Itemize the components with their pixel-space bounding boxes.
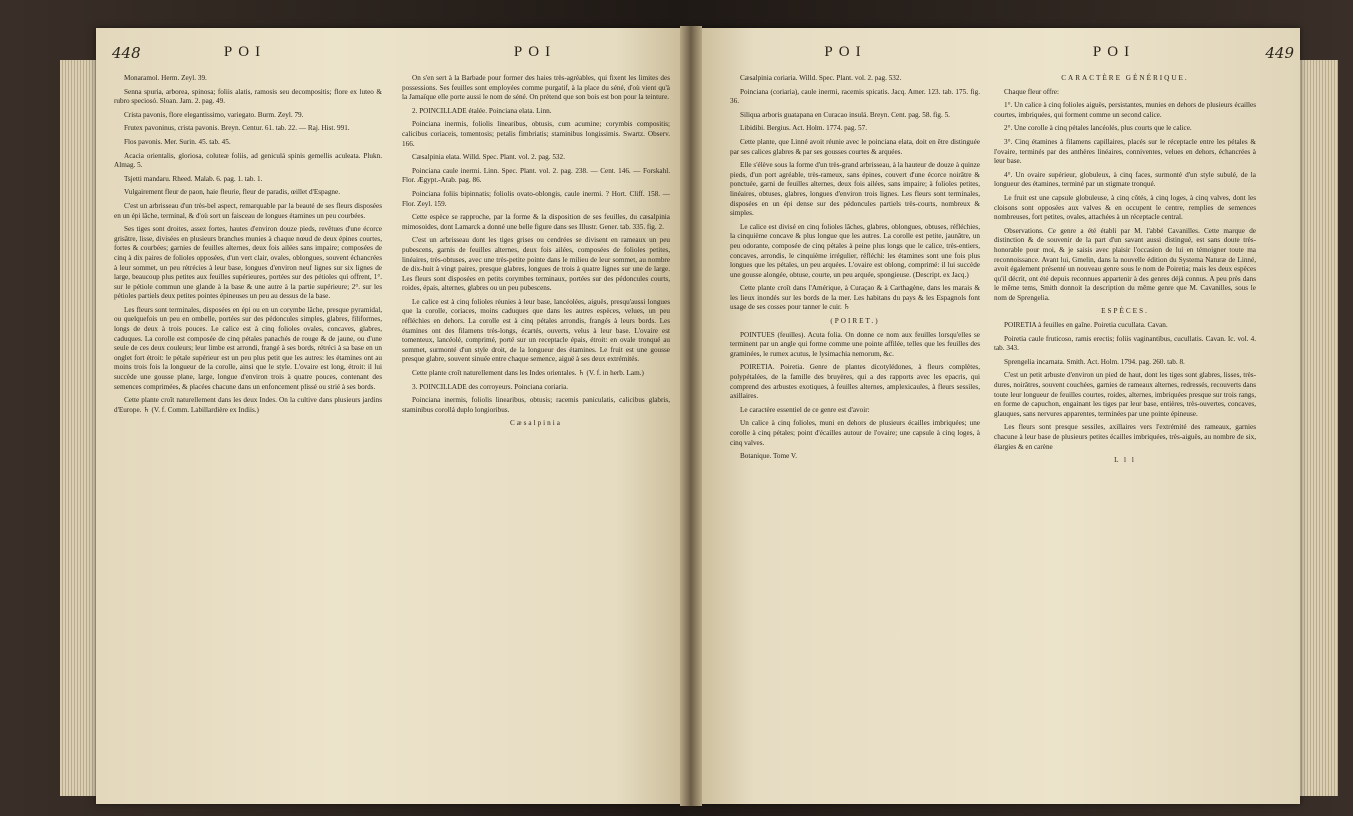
paragraph: 1°. Un calice à cinq folioles aiguës, persistantes, munies en dehors de plusieurs écailles courtes, imbriquées, qui forment comme un second calice.	[994, 101, 1256, 119]
paragraph: 3. POINCILLADE des corroyeurs. Poinciana coriaria.	[412, 382, 569, 391]
paragraph: Cæsalpinia elata. Willd. Spec. Plant. vol. 2. pag. 532.	[412, 153, 565, 162]
paragraph: Poinciana inermis, foliolis linearibus, obtusis, cum acumine; corymbis compositis; calicibus coriaceis, tomentosis; petalis fimbriatis; staminibus longissimis. Swartz. Observ. 166.	[402, 120, 670, 148]
paragraph: Tsjetti mandaru. Rheed. Malab. 6. pag. 1. tab. 1.	[124, 174, 263, 183]
paragraph: Libidibi. Bergius. Act. Holm. 1774. pag. 57.	[740, 124, 868, 133]
paragraph: Poinciana caule inermi. Linn. Spec. Plant. vol. 2. pag. 238. — Cent. 146. — Forskahl. Flor. Ægypt.-Arab. pag. 86.	[402, 166, 670, 185]
paragraph: L l l	[1114, 456, 1136, 465]
paragraph: Siliqua arboris guatapana en Curacao insulá. Breyn. Cent. pag. 58. fig. 5.	[740, 110, 950, 119]
paragraph: Botanique. Tome V.	[740, 452, 797, 461]
paragraph: Poinciana inermis, foliolis linearibus, obtusis; racemis paniculatis, calicibus glabris, staminibus corollá duplo longioribus.	[402, 396, 670, 414]
paragraph: Vulgairement fleur de paon, haie fleurie, fleur de paradis, œillet d'Espagne.	[124, 188, 341, 197]
paragraph: Cæsalpinia coriaria. Willd. Spec. Plant. vol. 2. pag. 532.	[740, 74, 902, 82]
paragraph: Le fruit est une capsule globuleuse, à cinq côtés, à cinq loges, à cinq valves, dont les cloisons sont opposées aux valves & en occupent le centre, remplies de semences nombreuses, fort petites, ovales, attachées à un réceptacle central.	[994, 193, 1256, 222]
paragraph: Poinciana (coriaria), caule inermi, racemis spicatis. Jacq. Amer. 123. tab. 175. fig. 36.	[730, 87, 980, 106]
page-number-449: 449	[1265, 44, 1294, 62]
paragraph: Elle s'élève sous la forme d'un très-grand arbrisseau, à la hauteur de douze à quinze pieds, d'un port agréable, très-rameux, sans épines, couvert d'une écorce noirâtre & ponctuée, garni de feuilles alternes, deux fois ailées, sans impaire; à folioles petites, linéaires, obtuses, glabres, longues d'environ trois lignes. Les fleurs sont terminales, disposées en un épi dense sur des pédoncules partiels très-courts, nombreux & simples.	[730, 161, 980, 218]
running-head: POI	[824, 44, 867, 60]
paragraph: Le caractère essentiel de ce genre est d'avoir:	[740, 405, 870, 414]
paragraph: POINTUES (feuilles). Acuta folia. On donne ce nom aux feuilles lorsqu'elles se terminent par un angle qui forme comme une pointe affilée, telles que les feuilles des graminées, le rumex acutus, le lysimachia nemorum, &c.	[730, 330, 980, 358]
running-head: POI	[1092, 44, 1136, 60]
paragraph: C'est un arbrisseau dont les tiges grises ou cendrées se divisent en rameaux un peu pubescens, garnis de feuilles alternes, deux fois ailées, composées de folioles petites, linéaires, très-obtuses, avec une très-petite pointe dans le milieu de leur sommet, au nombre de dix-huit à vingt paires, presque glabres, longues de trois à quatre lignes sur une de large. Les fleurs sont disposées en petits corymbes terminaux, portées sur des pédoncules courts, roides, épais, alternes, glabres ou un peu pubescens.	[402, 236, 670, 293]
paragraph: POIRETIA à feuilles en gaîne. Poiretia cucullata. Cavan.	[1004, 321, 1168, 330]
paragraph: Poinciana foliis bipinnatis; foliolis ovato-oblongis, caule inermi. ? Hort. Cliff. 158. — Flor. Zeyl. 159.	[402, 189, 670, 208]
book-gutter	[680, 26, 702, 806]
paragraph: Cæsalpinia	[510, 419, 562, 428]
paragraph: Sprengelia incarnata. Smith. Act. Holm. 1794. pag. 260. tab. 8.	[1004, 357, 1185, 366]
paragraph: Monaramol. Herm. Zeyl. 39.	[124, 74, 207, 82]
paragraph: Senna spuria, arborea, spinosa; foliis alatis, ramosis seu decompositis; flore ex luteo & rubro speciosó. Sloan. Jam. 2. pag. 49.	[114, 87, 382, 106]
paragraph: C'est un arbrisseau d'un très-bel aspect, remarquable par la beauté de ses fleurs disposées en un épi lâche, terminal, & d'où sort un faisceau de longues étamines un peu courbées.	[114, 201, 382, 220]
paragraph: POIRETIA. Poiretia. Genre de plantes dicotylédones, à fleurs complètes, polypétalées, de la famille des bruyères, qui a des rapports avec les epacris, qui comprend des arbustes exotiques, à feuilles alternes, amplexicaules, à fleurs sessiles, axillaires.	[730, 363, 980, 401]
paragraph: C'est un petit arbuste d'environ un pied de haut, dont les tiges sont glabres, lisses, très-dures, noirâtres, souvent couchées, garnies de rameaux alternes, redressés, recouverts dans toute leur longueur de feuilles courtes, roides, alternes, imbriquées presque sur trois rangs, en forme de capuchon, engainant les tiges par leur base, entières, très-ouvertes, concaves, glauques, sans nervures apparentes, terminées par une pointe épineuse.	[994, 371, 1256, 418]
page-number-448: 448	[112, 44, 141, 62]
right-page-edges	[1296, 60, 1338, 796]
paragraph: Cette plante, que Linné avoit réunie avec le poinciana elata, doit en être distinguée par ses calices glabres & par ses gousses courtes & arquées.	[730, 137, 980, 156]
paragraph: 4°. Un ovaire supérieur, globuleux, à cinq faces, surmonté d'un style subulé, de la longueur des étamines, terminé par un stigmate tronqué.	[994, 170, 1256, 189]
text-column	[730, 74, 980, 466]
paragraph: Le calice est divisé en cinq folioles lâches, glabres, oblongues, obtuses, réfléchies, la cinquième concave & plus longue que les autres. La corolle est petite, jaunâtre, un peu odorante, composée de cinq pétales à peine plus longs que le calice, très-entiers, concaves, arrondis, le cinquième irrégulier, réfléchi: les étamines sont une fois plus longues que les pétales, un peu arquées. L'ovaire est oblong, comprimé: il lui succède une gousse alongée, obtuse, courte, un peu arquée, spongieuse. (Descript. ex Jacq.)	[730, 222, 980, 279]
paragraph: Chaque fleur offre:	[1004, 87, 1059, 96]
paragraph: Poiretia caule fruticoso, ramis erectis; foliis vaginantibus, cucullatis. Cavan. Ic. vol. 4. tab. 343.	[994, 334, 1256, 353]
paragraph: Cette plante croît naturellement dans les Indes orientales. ♄ (V. f. in herb. Lam.)	[412, 369, 644, 378]
left-page-edges	[60, 60, 100, 796]
paragraph: 2°. Une corolle à cinq pétales lancéolés, plus courts que le calice.	[1004, 124, 1192, 133]
paragraph: Crista pavonis, flore elegantissimo, variegato. Burm. Zeyl. 79.	[124, 110, 304, 119]
paragraph: Acacia orientalis, gloriosa, coluteæ foliis, ad geniculá spinis gemellis aculeata. Plukn. Almag. 5.	[114, 151, 382, 170]
text-column	[114, 74, 382, 419]
paragraph: Les fleurs sont terminales, disposées en épi ou en un corymbe lâche, presque pyramidal, ou quelquefois un peu en ombelle, portées sur des pédoncules simples, glabres, filiformes, longs de deux à trois pouces. Le calice est à cinq folioles ovales, concaves, glabres, caduques. La corolle est composée de cinq pétales panachés de rouge & de jaune, ou d'une seule de ces deux couleurs; leur limbe est arrondi, frangé à ses bords, rétréci à sa base en un onglet fort étroit: le pétale supérieur est un peu plus petit que les autres: les étamines ont au moins trois fois la longueur de la corolle, ainsi que le style. L'ovaire est long, étroit: il lui succède une gousse plane, large, longue d'environ trois à quatre pouces, contenant des semences comprimées, & placées chacune dans un enfoncement plissé ou strié à ses bords.	[114, 305, 382, 391]
paragraph: 2. POINCILLADE étalée. Poinciana elata. Linn.	[412, 106, 552, 115]
paragraph: 3°. Cinq étamines à filamens capillaires, placés sur le réceptacle entre les pétales & l'ovaire, terminés par des anthères linéaires, conniventes, velues en dehors, échancrées à leur base.	[994, 137, 1256, 166]
text-column	[994, 74, 1256, 470]
paragraph: (POIRET.)	[830, 317, 880, 326]
paragraph: On s'en sert à la Barbade pour former des haies très-agréables, qui fixent les limites des possessions. Ses feuilles sont employées comme purgatif, à la place du séné, d'où vient qu'à la Jamaïque elle porte aussi le nom de séné. On prétend que son bois est bon pour la teinture.	[402, 74, 670, 102]
paragraph: Le calice est à cinq folioles réunies à leur base, lancéolées, aiguës, presqu'aussi longues que la corolle, coriaces, moins caduques que dans les autres espèces, velues, un peu réfléchies en dehors. La corolle est à cinq pétales arrondis, frangés à leurs bords. Les étamines ont des filamens très-longs, écartés, ouverts, velus à leur base. L'ovaire est tomenteux, lancéolé, comprimé, porté sur un receptacle épais, étroit: en ovale tronqué au sommet, surmonté d'un style droit, de la longueur des étamines. Le fruit est une gousse presque glabre, souvent sinuée entre chaque semence, aiguë à ses deux extrémités.	[402, 297, 670, 364]
running-head: POI	[513, 44, 557, 60]
running-head: POI	[223, 44, 267, 60]
paragraph: Les fleurs sont presque sessiles, axillaires vers l'extrémité des rameaux, garnies chacune à leur base de plusieurs petites écailles imbriquées, très-aiguës, au nombre de six, élargies & en carène	[994, 423, 1256, 451]
paragraph: Frutex pavoninus, crista pavonis. Breyn. Centur. 61. tab. 22. — Raj. Hist. 991.	[124, 124, 350, 133]
paragraph: Cette plante croît dans l'Amérique, à Curaçao & à Carthagène, dans les marais & les lieux inondés sur les bords de la mer. Les habitans du pays & les Espagnols font usage de ses cosses pour tanner le cuir. ♄	[730, 284, 980, 312]
paragraph: Ses tiges sont droites, assez fortes, hautes d'environ douze pieds, revêtues d'une écorce grisâtre, lisse, divisées en plusieurs branches munies à chaque nœud de deux épines courtes, fortes & courbées; garnies de feuilles alternes, deux fois ailées sans impaire; composées de cinq à dix paires de folioles opposées, d'un vert clair, ovales, oblongues, souvent échancrées à leur sommet, un peu rétrécies à leur base, longues d'environ neuf lignes sur six lignes de large, beaucoup plus petites aux feuilles supérieures, portées sur des pétioles qui offrent, 1°. sur le pétiole commun une glande à la base & une autre à la partie supérieure; 2°. sur les pétioles partiels deux petites pointes épineuses un peu au dessus de la base.	[114, 225, 382, 301]
paragraph: Cette plante croît naturellement dans les deux Indes. On la cultive dans plusieurs jardins d'Europe. ♄ (V. f. Comm. Labillardière ex Indiis.)	[114, 396, 382, 414]
paragraph: Observations. Ce genre a été établi par M. l'abbé Cavanilles. Cette marque de distinction & de souvenir de la part d'un savant aussi distingué, est sans doute très-honorable pour moi, & je saisis avec plaisir l'occasion de lui en témoigner toute ma reconnoissance. Avant lui, Gmelin, dans la nouvelle édition du Systema Naturæ de Linné, avoit également présenté un nouveau genre sous le nom de Poiretia; mais les deux espèces qu'il décrit, ont été depuis reconnues appartenir à des genres déjà connus. A peu près dans le même tems, Smith donnoit la description du même genre que M. Cavanilles, sous le nom de Sprengelia.	[994, 226, 1256, 302]
paragraph: Cette espèce se rapproche, par la forme & la disposition de ses feuilles, du cæsalpinia mimosoides, dont Lamarck a donné une belle figure dans ses Illustr. Gener. tab. 335. fig. 2.	[402, 213, 670, 231]
paragraph: ESPÈCES.	[1101, 307, 1149, 316]
text-column	[402, 74, 670, 433]
paragraph: Flos pavonis. Mer. Surin. 45. tab. 45.	[124, 137, 231, 146]
paragraph: CARACTÈRE GÉNÉRIQUE.	[1061, 74, 1189, 82]
paragraph: Un calice à cinq folioles, muni en dehors de plusieurs écailles imbriquées; une corolle à cinq pétales; point d'écailles autour de l'ovaire; une capsule à cinq loges, à cinq valves.	[730, 419, 980, 447]
